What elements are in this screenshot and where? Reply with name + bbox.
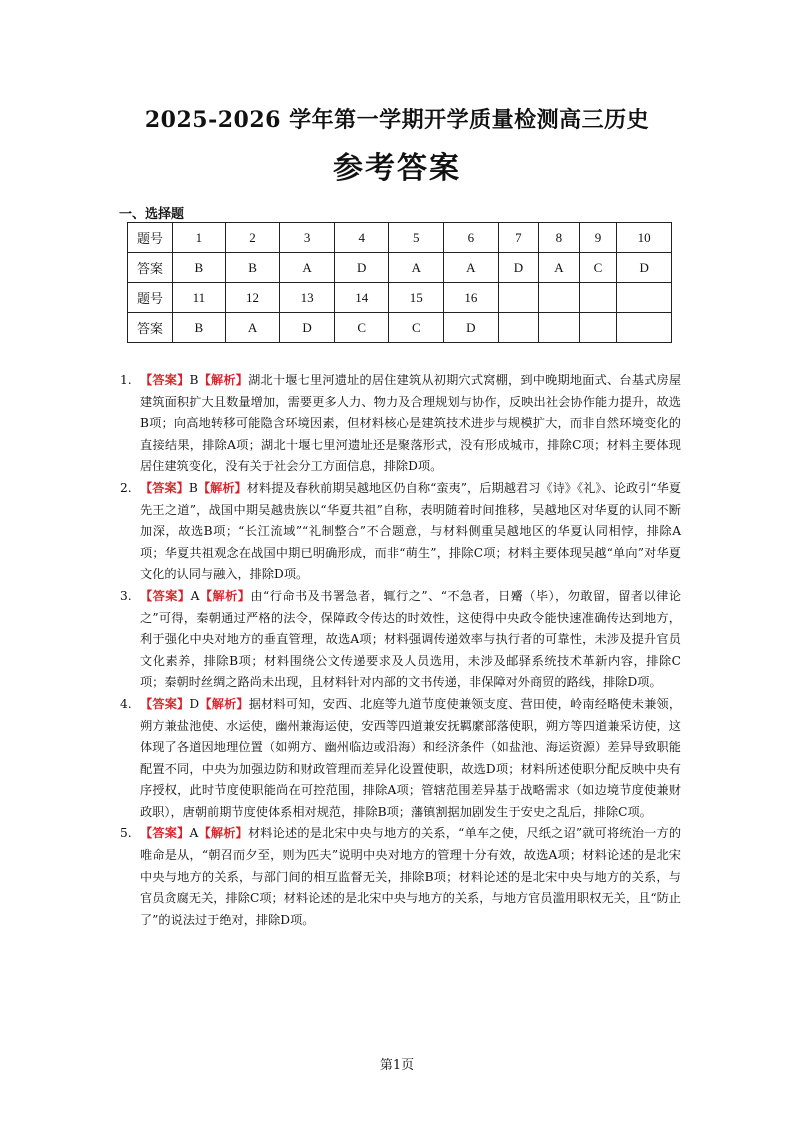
answer-letter: B [189, 373, 199, 387]
table-cell: D [498, 253, 539, 283]
analysis-tag: 【解析】 [198, 826, 248, 841]
table-row [128, 223, 672, 253]
list-item [120, 586, 682, 694]
row-label: 答案 [128, 313, 173, 343]
table-cell [498, 313, 539, 343]
answer-tag: 【答案】 [140, 696, 190, 711]
table-cell: 1 [173, 223, 226, 253]
answer-letter: D [189, 696, 200, 711]
table-cell: A [389, 253, 444, 283]
item-number: 3. [120, 588, 132, 603]
answer-tag: 【答案】 [140, 480, 189, 495]
answer-letter: A [190, 588, 200, 603]
section-heading: 一、选择题 [119, 207, 185, 222]
table-cell: A [444, 253, 499, 283]
table-row [128, 253, 672, 283]
table-cell: 3 [280, 223, 335, 253]
table-row [128, 313, 672, 343]
table-cell: 13 [280, 283, 335, 313]
table-cell: C [389, 313, 444, 343]
table-cell: 8 [539, 223, 580, 253]
table-cell [579, 283, 617, 313]
table-cell: 10 [617, 223, 672, 253]
analysis-tag: 【解析】 [198, 373, 249, 387]
item-number: 2. [120, 480, 132, 495]
analysis-tag: 【解析】 [197, 480, 247, 495]
table-cell: D [444, 313, 499, 343]
analysis-text: 据材料可知，安西、北庭等九道节度使兼领支度、营田使，岭南经略使未兼领，朔方兼盐池使、水运使，幽州兼海运使，安西等四道兼安抚羁縻部落使职，朔方等四道兼采访使，这体现了各道因地理位置（如朔方、幽州临边或沿海）和经济条件（如盐池、海运资源）差异导致职能配置不同，中央为加强边防和财政管理而差异化设置使职，故选D项；材料所述使职分配反映中央有序授权，此时节度使职能尚在可控范围，排除A项；管辖范围差异基于战略需求（如边境节度使兼财政职），唐朝前期节度使体系相对规范，排除B项；藩镇割据加剧发生于安史之乱后，排除C项。 [140, 696, 682, 819]
table-cell [539, 313, 580, 343]
analysis-text: 材料提及春秋前期吴越地区仍自称“蛮夷”，后期越君习《诗》《礼》、论政引“华夏先王之道”，战国中期吴越贵族以“华夏共祖”自称，表明随着时间推移，吴越地区对华夏的认同不断加深，故选B项；“长江流域”“礼制整合”不合题意，与材料侧重吴越地区的华夏认同相悖，排除A项；华夏共祖观念在战国中期已明确形成，而非“萌生”，排除C项；材料主要体现吴越“单向”对华夏文化的认同与融入，排除D项。 [140, 480, 682, 582]
table-cell: 16 [444, 283, 499, 313]
row-label: 题号 [128, 223, 173, 253]
list-item [120, 370, 682, 478]
table-cell: 9 [579, 223, 617, 253]
answer-tag: 【答案】 [140, 373, 190, 387]
table-cell: 12 [225, 283, 280, 313]
table-cell: 6 [444, 223, 499, 253]
analysis-text: 由“行命书及书署急者，辄行之”、“不急者，日觱（毕），勿敢留，留者以律论之”可得，秦朝通过严格的法令，保障政令传达的时效性，这使得中央政令能快速准确传达到地方，利于强化中央对地方的垂直管理，故选A项；材料强调传递效率与执行者的可靠性，未涉及提升官员文化素养，排除B项；材料围绕公文传递要求及人员选用，未涉及邮驿系统技术革新内容，排除C项；秦朝时丝绸之路尚未出现，且材料针对内部的文书传递，非保障对外商贸的路线，排除D项。 [140, 588, 682, 690]
table-cell: 14 [334, 283, 389, 313]
row-label: 答案 [128, 253, 173, 283]
table-cell: B [225, 253, 280, 283]
table-cell: 2 [225, 223, 280, 253]
table-cell: 7 [498, 223, 539, 253]
document-title: 2025-2026 学年第一学期开学质量检测高三历史 [144, 107, 650, 133]
table-cell: 4 [334, 223, 389, 253]
answer-explanations [120, 370, 682, 931]
list-item [120, 478, 682, 586]
analysis-tag: 【解析】 [199, 588, 251, 603]
list-item [120, 823, 682, 931]
table-cell: D [334, 253, 389, 283]
table-cell: 11 [173, 283, 226, 313]
item-number: 4. [120, 696, 132, 711]
table-cell: 5 [389, 223, 444, 253]
list-item [120, 694, 682, 824]
table-cell [617, 313, 672, 343]
table-cell: A [539, 253, 580, 283]
table-cell: B [173, 313, 226, 343]
analysis-tag: 【解析】 [199, 696, 249, 711]
answer-tag: 【答案】 [140, 826, 190, 841]
document-subtitle: 参考答案 [333, 151, 461, 186]
table-cell: 15 [389, 283, 444, 313]
answer-table [127, 222, 672, 343]
answer-tag: 【答案】 [140, 588, 191, 603]
table-row [128, 283, 672, 313]
item-number: 5. [120, 826, 132, 841]
table-cell: D [280, 313, 335, 343]
table-cell [539, 283, 580, 313]
table-cell: A [280, 253, 335, 283]
table-cell: C [334, 313, 389, 343]
answer-letter: A [189, 826, 199, 841]
answer-letter: B [188, 480, 198, 495]
item-number: 1. [120, 373, 132, 387]
table-cell: D [617, 253, 672, 283]
table-cell: A [225, 313, 280, 343]
analysis-text: 湖北十堰七里河遗址的居住建筑从初期穴式窝棚，到中晚期地面式、台基式房屋建筑面积扩大且数量增加，需要更多人力、物力及合理规划与协作，反映出社会协作能力提升，故选B项；向高地转移可能隐含环境因素，但材料核心是建筑技术进步与规模扩大，而非自然环境变化的直接结果，排除A项；湖北十堰七里河遗址还是聚落形式，没有形成城市，排除C项；材料主要体现居住建筑变化，没有关于社会分工方面信息，排除D项。 [140, 373, 682, 474]
table-cell [498, 283, 539, 313]
table-cell [579, 313, 617, 343]
analysis-text: 材料论述的是北宋中央与地方的关系，“单车之使，尺纸之诏”就可将统治一方的唯命是从，“朝召而夕至，则为匹夫”说明中央对地方的管理十分有效，故选A项；材料论述的是北宋中央与地方的关系，与部门间的相互监督无关，排除B项；材料论述的是北宋中央与地方的关系，与官员贪腐无关，排除C项；材料论述的是北宋中央与地方的关系，与地方官员滥用职权无关，且“防止了”的说法过于绝对，排除D项。 [140, 826, 682, 927]
table-cell: C [579, 253, 617, 283]
row-label: 题号 [128, 283, 173, 313]
table-cell: B [173, 253, 226, 283]
page-number: 第1页 [379, 1058, 415, 1073]
table-cell [617, 283, 672, 313]
